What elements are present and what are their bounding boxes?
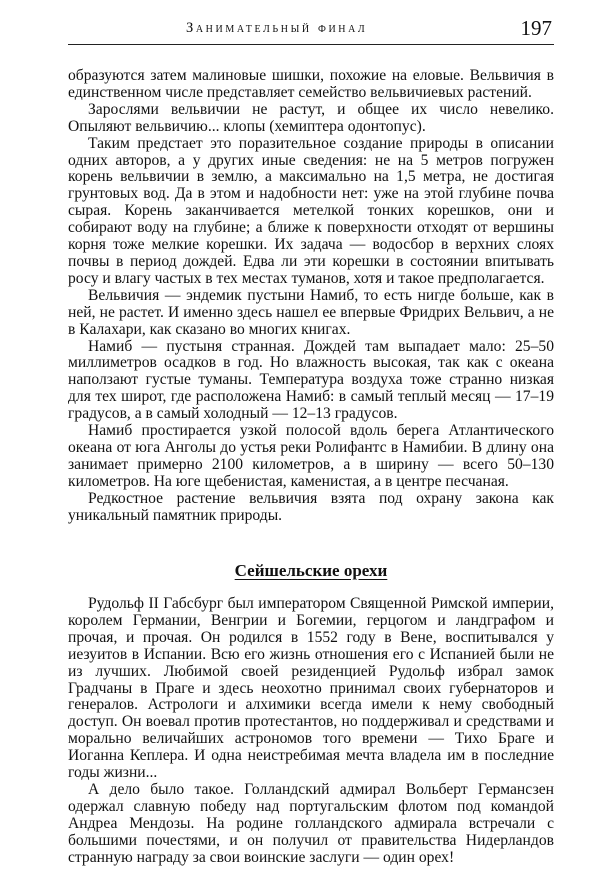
section-title: Сейшельские орехи — [234, 561, 388, 580]
text-block-bottom — [68, 596, 554, 867]
paragraph: Рудольф II Габсбург был императором Священной Римской империи, королем Германии, Венгрии и Богемии, герцогом и ландграфом и прочая, и прочая. Он родился в 1552 году в Вене, воспитывался у иезуитов в Испании. Всю его жизнь отношения его с Испанией были не из лучших. Любимой своей резиденцией Рудольф избрал замок Градчаны в Праге и здесь неохотно принимал своих губернаторов и генералов. Астрологи и алхимики всегда имели к нему свободный доступ. Он воевал против протестантов, но поддерживал и средствами и морально величайших астрономов того времени — Тихо Браге и Иоганна Кеплера. И одна неистребимая мечта владела им в последние годы жизни... — [68, 595, 554, 782]
paragraph: Вельвичия — эндемик пустыни Намиб, то есть нигде больше, как в ней, не растет. И именно здесь нашел ее впервые Фридрих Вельвич, а не в Калахари, как сказано во многих книгах. — [68, 286, 554, 338]
paragraph: Намиб — пустыня странная. Дождей там выпадает мало: 25–50 миллиметров осадков в год. Но влажность высокая, так как с океана наползают густые туманы. Температура воздуха тоже странно низкая для тех широт, где расположена Намиб: в самый теплый месяц — 17–19 градусов, а в самый холодный — 12–13 градусов. — [68, 337, 554, 423]
paragraph: Зарослями вельвичии не растут, и общее их число невелико. Опыляют вельвичию... клопы (хемиптера одонтопус). — [68, 100, 554, 135]
paragraph: Намиб простирается узкой полосой вдоль берега Атлантического океана от юга Анголы до устья реки Ролифантс в Намибии. В длину она занимает примерно 2100 километров, а в ширину — всего 50–130 километров. На юге щебенистая, каменистая, а в центре песчаная. — [68, 422, 554, 490]
paragraph: образуются затем малиновые шишки, похожие на еловые. Вельвичия в единственном числе представляет семейство вельвичиевых растений. — [68, 67, 554, 101]
header-rule — [68, 44, 554, 45]
page-header — [68, 16, 554, 40]
text-block-top — [68, 68, 554, 524]
paragraph: А дело было такое. Голландский адмирал Вольберт Германсзен одержал славную победу над португальским флотом под командой Андреа Мендозы. На родине голландского адмирала встречали с большими почестями, и он получил от правительства Нидерландов странную награду за свои воинские заслуги — один орех! — [68, 780, 554, 866]
running-head: Занимательный финал — [186, 20, 368, 36]
paragraph: Редкостное растение вельвичия взята под охрану закона как уникальный памятник природы. — [68, 489, 554, 524]
page-number: 197 — [520, 16, 552, 40]
paragraph: Таким предстает это поразительное создание природы в описании одних авторов, а у других иные сведения: не на 5 метров погружен корень вельвичии в землю, а максимально на 1,5 метра, не достигая грунтовых вод. Да в этом и надобности нет: уже на этой глубине почва сырая. Корень заканчивается метелкой тонких корешков, они и собирают воду на глубине; а ближе к поверхности отходят от вершины корня тоже мелкие корешки. Их задача — водосбор в верхних слоях почвы в период дождей. Едва ли эти корешки в состоянии впитывать росу и влагу частых в тех местах туманов, хотя и такое предполагается. — [68, 134, 554, 287]
